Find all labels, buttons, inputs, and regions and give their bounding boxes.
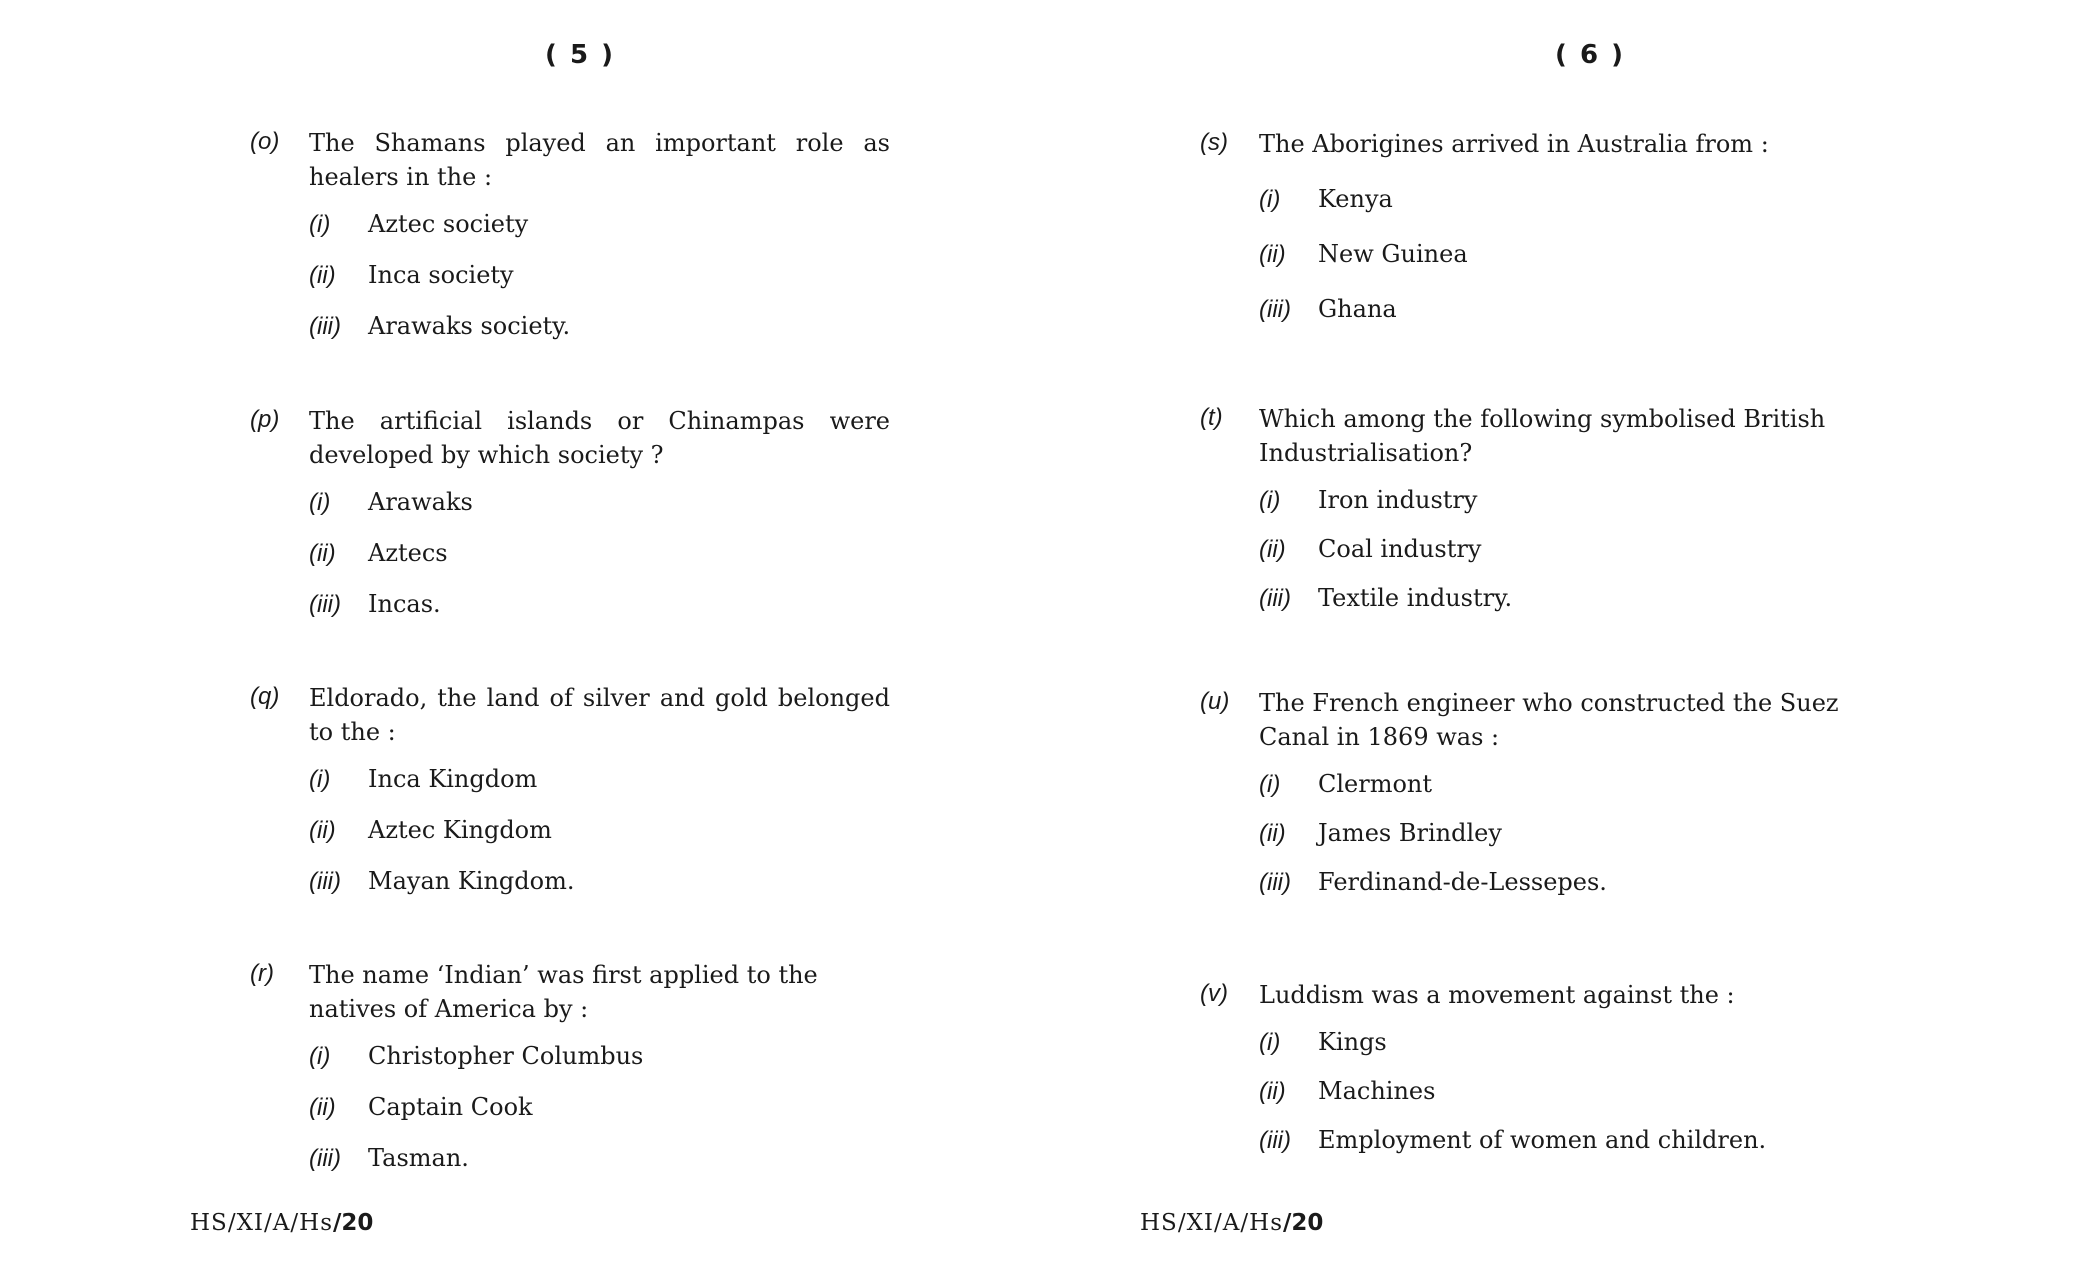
option-text: Employment of women and children.: [1318, 1126, 1767, 1154]
option-number: (iii): [309, 313, 341, 340]
option-number: (ii): [309, 1094, 336, 1121]
option-item: [309, 485, 890, 536]
option-item: [1259, 1123, 1840, 1172]
page-number: ( 6 ): [1555, 40, 1625, 70]
option-text: Arawaks: [368, 488, 473, 516]
question-text: Luddism was a movement against the :: [1259, 981, 1735, 1009]
paper-year: /20: [333, 1210, 374, 1236]
option-item: [1259, 483, 1840, 532]
option-number: (ii): [309, 262, 336, 289]
option-number: (iii): [1259, 585, 1291, 612]
question-v: [1200, 978, 1840, 1172]
option-item: [1259, 865, 1840, 914]
option-text: Inca society: [368, 261, 514, 289]
option-number: (iii): [309, 868, 341, 895]
question-text: Eldorado, the land of silver and gold belonged to the :: [309, 684, 890, 746]
option-number: (i): [309, 766, 331, 793]
question-letter: (o): [250, 128, 280, 155]
option-text: Tasman.: [368, 1144, 469, 1172]
option-list: [309, 207, 890, 360]
option-text: Mayan Kingdom.: [368, 867, 575, 895]
option-item: [309, 1141, 890, 1192]
option-text: Aztec society: [368, 210, 529, 238]
page-number: ( 5 ): [545, 40, 615, 70]
option-text: Arawaks society.: [368, 312, 571, 340]
option-item: [1259, 182, 1840, 237]
option-text: Coal industry: [1318, 535, 1482, 563]
option-list: [309, 762, 890, 915]
paper-code: [190, 1210, 373, 1236]
paper-code-text: HS/XI/A/Hs: [1140, 1210, 1283, 1236]
question-s: [1200, 127, 1840, 347]
option-item: [309, 1039, 890, 1090]
option-item: [309, 1090, 890, 1141]
option-item: [309, 762, 890, 813]
question-letter: (q): [250, 683, 280, 710]
question-letter: (t): [1200, 404, 1223, 431]
question-text: The Shamans played an important role as healers in the :: [309, 129, 890, 191]
option-number: (iii): [1259, 1127, 1291, 1154]
option-list: [1259, 483, 1840, 630]
paper-year: /20: [1283, 1210, 1324, 1236]
option-text: James Brindley: [1318, 819, 1502, 847]
question-text: Which among the following symbolised British Industrialisation?: [1259, 405, 1826, 467]
question-letter: (r): [250, 960, 274, 987]
option-list: [309, 485, 890, 638]
question-t: [1200, 402, 1840, 630]
option-number: (ii): [1259, 536, 1286, 563]
option-text: Incas.: [368, 590, 441, 618]
option-text: Iron industry: [1318, 486, 1478, 514]
option-number: (ii): [309, 817, 336, 844]
option-list: [309, 1039, 890, 1192]
question-text: The name ‘Indian’ was first applied to the natives of America by :: [309, 961, 818, 1023]
option-text: Ghana: [1318, 295, 1397, 323]
question-r: [250, 958, 890, 1192]
option-text: Clermont: [1318, 770, 1433, 798]
option-list: [1259, 1025, 1840, 1172]
option-number: (i): [1259, 1029, 1281, 1056]
option-text: Aztecs: [368, 539, 448, 567]
question-text: The artificial islands or Chinampas were developed by which society ?: [309, 407, 890, 469]
option-item: [1259, 767, 1840, 816]
option-number: (iii): [309, 1145, 341, 1172]
option-number: (i): [309, 211, 331, 238]
option-item: [1259, 237, 1840, 292]
option-number: (i): [309, 1043, 331, 1070]
option-text: Kings: [1318, 1028, 1387, 1056]
option-item: [309, 309, 890, 360]
option-list: [1259, 182, 1840, 347]
option-number: (i): [309, 489, 331, 516]
option-number: (ii): [1259, 820, 1286, 847]
option-item: [1259, 1074, 1840, 1123]
option-text: Ferdinand-de-Lessepes.: [1318, 868, 1607, 896]
option-text: Inca Kingdom: [368, 765, 538, 793]
option-item: [309, 813, 890, 864]
option-item: [309, 864, 890, 915]
option-text: Machines: [1318, 1077, 1436, 1105]
question-letter: (v): [1200, 980, 1228, 1007]
option-text: Aztec Kingdom: [368, 816, 552, 844]
option-text: New Guinea: [1318, 240, 1468, 268]
option-item: [1259, 292, 1840, 347]
option-number: (ii): [1259, 241, 1286, 268]
right-page: [1050, 0, 2100, 1275]
option-number: (ii): [309, 540, 336, 567]
option-text: Captain Cook: [368, 1093, 533, 1121]
option-item: [309, 207, 890, 258]
option-text: Textile industry.: [1318, 584, 1513, 612]
question-letter: (p): [250, 406, 280, 433]
option-item: [309, 258, 890, 309]
option-item: [1259, 1025, 1840, 1074]
question-letter: (u): [1200, 688, 1230, 715]
question-u: [1200, 686, 1840, 914]
question-o: [250, 126, 890, 360]
question-text: The French engineer who constructed the Suez Canal in 1869 was :: [1259, 689, 1839, 751]
option-item: [1259, 532, 1840, 581]
option-number: (i): [1259, 771, 1281, 798]
option-item: [309, 587, 890, 638]
question-letter: (s): [1200, 129, 1228, 156]
option-number: (ii): [1259, 1078, 1286, 1105]
option-item: [309, 536, 890, 587]
option-item: [1259, 581, 1840, 630]
question-q: [250, 681, 890, 915]
option-item: [1259, 816, 1840, 865]
question-text: The Aborigines arrived in Australia from :: [1259, 130, 1769, 158]
option-text: Kenya: [1318, 185, 1393, 213]
option-number: (i): [1259, 487, 1281, 514]
option-list: [1259, 767, 1840, 914]
option-text: Christopher Columbus: [368, 1042, 644, 1070]
option-number: (iii): [309, 591, 341, 618]
option-number: (i): [1259, 186, 1281, 213]
paper-code-text: HS/XI/A/Hs: [190, 1210, 333, 1236]
option-number: (iii): [1259, 296, 1291, 323]
paper-code: [1140, 1210, 1323, 1236]
option-number: (iii): [1259, 869, 1291, 896]
question-p: [250, 404, 890, 638]
